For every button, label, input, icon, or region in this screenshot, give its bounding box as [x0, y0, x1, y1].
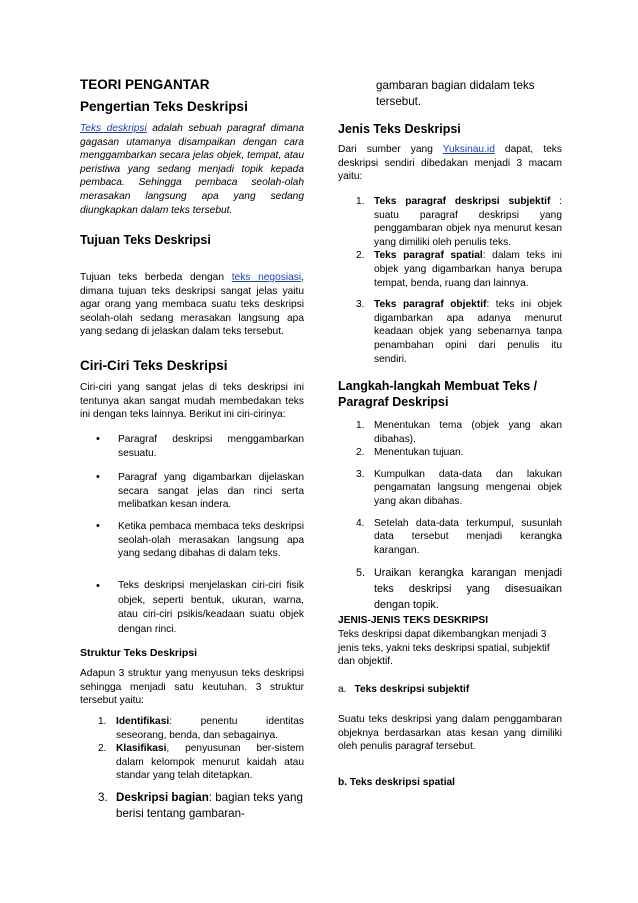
- list-item: 2. Klasifikasi, penyusunan ber-sistem dalam kelompok menurut kaidah atau standar yang telah ditetapkan.: [98, 743, 304, 782]
- langkah-heading: Langkah-langkah Membuat Teks / Paragraf Deskripsi: [338, 379, 538, 409]
- document-title: TEORI PENGANTAR: [80, 77, 210, 92]
- list-item: 3. Teks paragraf objektif: teks ini objek digambarkan apa adanya menurut keadaan objek yang sebenarnya tanpa penambahan opini dari penulis itu sendiri.: [356, 299, 562, 365]
- jenis-jenis-heading: JENIS-JENIS TEKS DESKRIPSI: [338, 615, 489, 626]
- jenis-jenis-paragraph: Teks deskripsi dapat dikembangkan menjadi 3 jenis teks, yakni teks deskripsi spatial, subjektif dan objektif.: [338, 629, 550, 668]
- subsection-a-paragraph: Suatu teks deskripsi yang dalam penggambaran objeknya berdasarkan atas kesan yang dimiliki oleh penulis paragraf tersebut.: [338, 714, 562, 753]
- jenis-intro: Dari sumber yang Yuksinau.id dapat, teks deskripsi sendiri dibedakan menjadi 3 macam yaitu:: [338, 144, 562, 183]
- list-item: 3. Kumpulkan data-data dan lakukan pengamatan langsung mengenai objek yang akan dibahas.: [356, 468, 562, 507]
- struktur-list: [98, 715, 304, 822]
- yuksinau-link[interactable]: Yuksinau.id: [442, 144, 495, 155]
- tujuan-heading: Tujuan Teks Deskripsi: [80, 233, 211, 247]
- teks-negosiasi-link[interactable]: teks negosiasi: [231, 272, 302, 283]
- list-item: 3. Deskripsi bagian: bagian teks yang berisi tentang gambaran-: [98, 790, 303, 820]
- ciri-list-1: [118, 433, 304, 460]
- ciri-intro: Ciri-ciri yang sangat jelas di teks deskripsi ini tentunya akan sangat mudah membedakan teks ini dengan teks lainnya. Berikut ini ciri-cirinya:: [80, 382, 304, 421]
- subsection-b-heading: b. Teks deskripsi spatial: [338, 777, 456, 788]
- ciri-heading: Ciri-Ciri Teks Deskripsi: [80, 358, 228, 373]
- struktur-heading: Struktur Teks Deskripsi: [80, 647, 198, 659]
- continuation-text: gambaran bagian didalam teks tersebut.: [376, 79, 535, 108]
- langkah-list: [356, 419, 562, 613]
- ciri-list-2: [118, 471, 304, 512]
- list-item: 1. Identifikasi: penentu identitas seseorang, benda, dan sebagainya.: [98, 716, 304, 741]
- list-item: 1. Menentukan tema (objek yang akan dibahas).: [356, 420, 562, 445]
- ciri-list-4: [118, 579, 304, 637]
- list-item: 2. Menentukan tujuan.: [356, 447, 464, 459]
- teks-deskripsi-link[interactable]: Teks deskripsi: [80, 123, 147, 134]
- list-item: • Paragraf deskripsi menggambarkan sesuatu.: [118, 433, 304, 460]
- pengertian-paragraph: Teks deskripsi adalah sebuah paragraf dimana gagasan utamanya disampaikan dengan cara menggambarkan secara jelas objek, tempat, atau peristiwa yang sedang menjadi topik kepada pembaca. Sehingga pembaca seolah-olah merasakan langsung apa yang sedang diungkapkan dalam teks tersebut.: [80, 123, 304, 216]
- list-item: 2. Teks paragraf spatial: dalam teks ini objek yang digambarkan hanya berupa tempat, benda, ruang dan lainnya.: [356, 250, 562, 289]
- list-item: 1. Teks paragraf deskripsi subjektif : suatu paragraf deskripsi yang penggambaran objek nya menurut kesan yang dimiliki oleh penulis teks.: [356, 196, 563, 248]
- list-item: 5. Uraikan kerangka karangan menjadi teks deskripsi yang disesuaikan dengan topik.: [356, 567, 562, 612]
- list-item: • Teks deskripsi menjelaskan ciri-ciri fisik objek, seperti bentuk, ukuran, warna, atau ciri-ciri psikis/keadaan suatu objek dengan rinci.: [118, 579, 304, 637]
- list-item: • Paragraf yang digambarkan dijelaskan secara sangat jelas dan rinci serta melibatkan kesan indera.: [118, 471, 304, 512]
- jenis-list: [356, 195, 563, 366]
- pengertian-heading: Pengertian Teks Deskripsi: [80, 99, 248, 114]
- ciri-list-3: [118, 520, 304, 561]
- jenis-heading: Jenis Teks Deskripsi: [338, 122, 461, 136]
- list-item: • Ketika pembaca membaca teks deskripsi seolah-olah merasakan langsung apa yang sedang dibahas di dalam teks.: [118, 520, 304, 561]
- tujuan-paragraph: Tujuan teks berbeda dengan teks negosiasi, dimana tujuan teks deskripsi sangat jelas yaitu agar orang yang membaca suatu teks deskripsi seolah-olah sedang merasakan langsung apa yang sedang di jelaskan dalam teks tersebut.: [80, 272, 304, 338]
- struktur-intro: Adapun 3 struktur yang menyusun teks deskripsi sehingga menjadi satu keutuhan. 3 struktur tersebut yaitu:: [80, 668, 304, 707]
- list-item: 4. Setelah data-data terkumpul, susunlah data tersebut menjadi kerangka karangan.: [356, 517, 562, 556]
- subsection-a-heading: a. Teks deskripsi subjektif: [338, 684, 470, 695]
